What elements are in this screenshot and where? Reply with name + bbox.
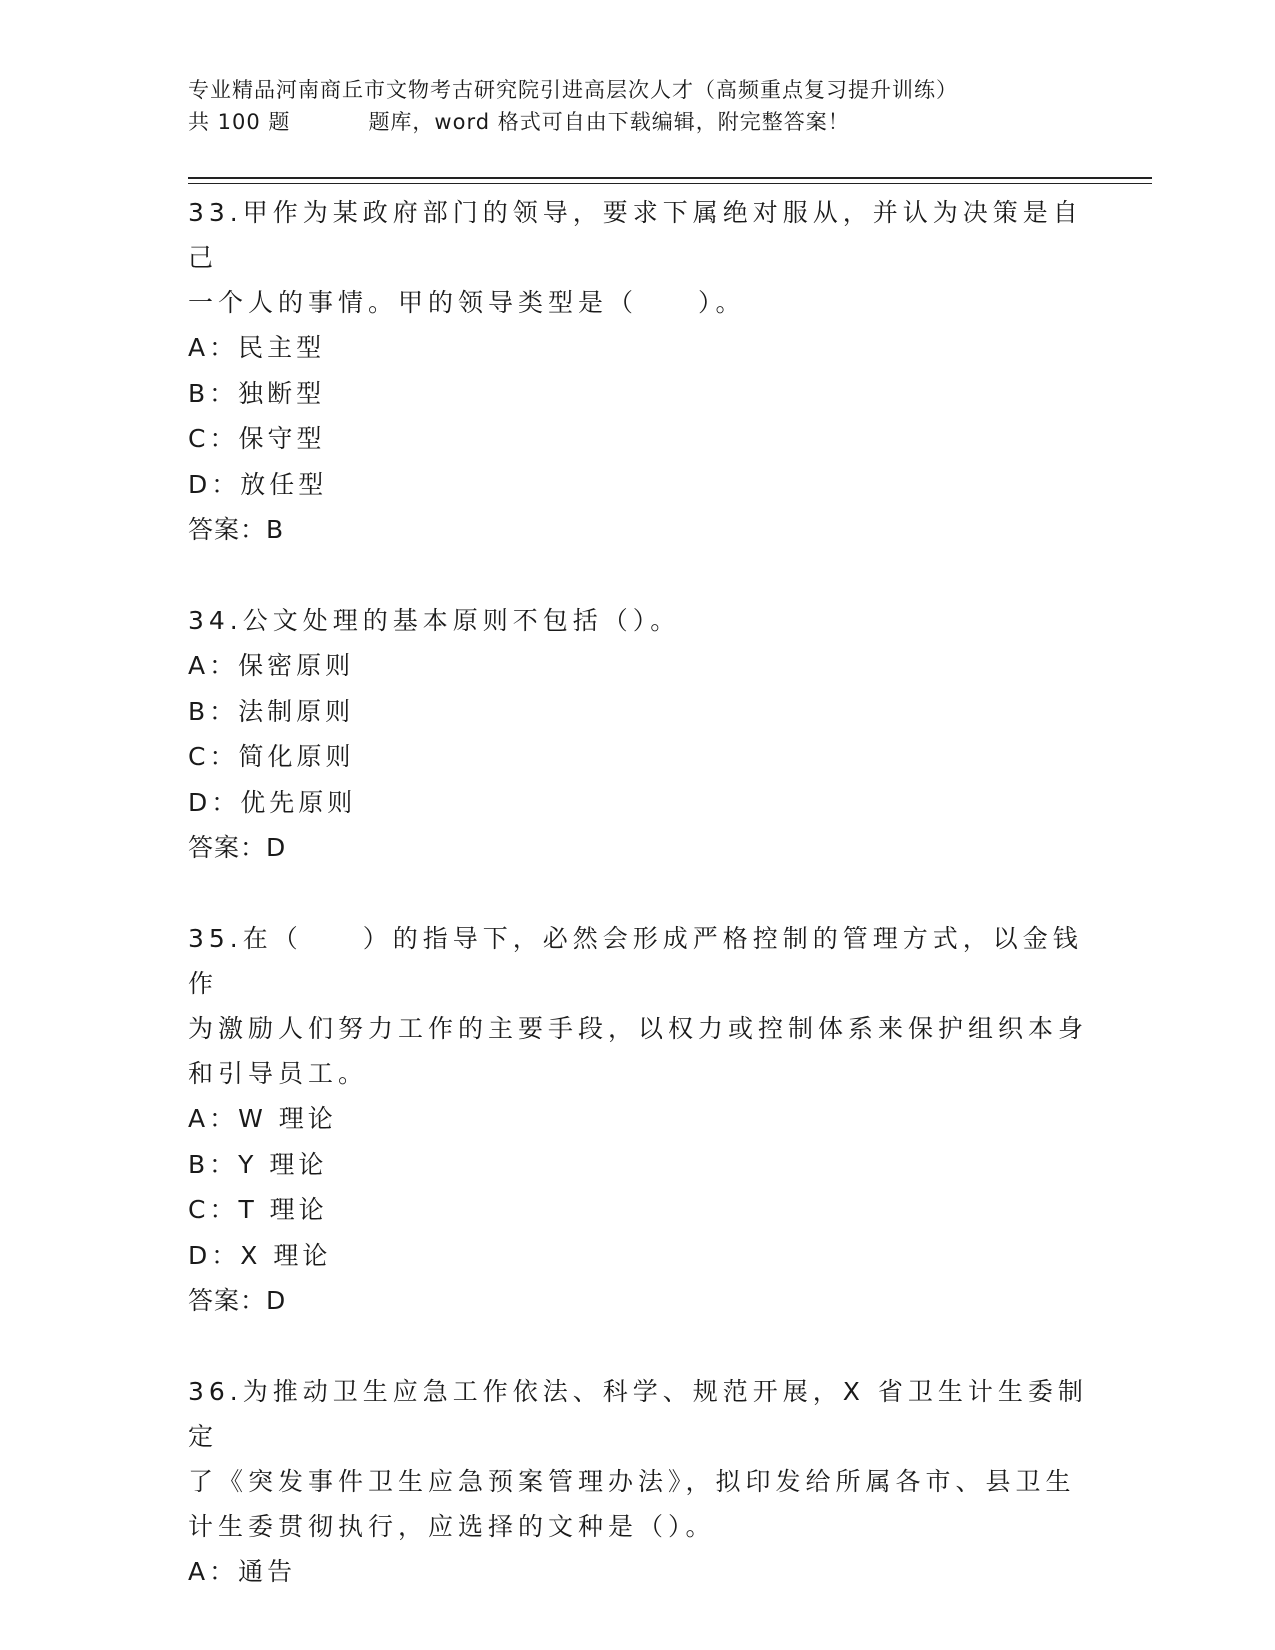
header-subtitle: [188, 106, 1088, 138]
question-34: [188, 598, 1088, 871]
question-stem-line: 35.在（ ）的指导下，必然会形成严格控制的管理方式，以金钱作: [188, 924, 1083, 998]
option-a: A：民主型: [188, 333, 326, 362]
question-list: [188, 190, 1088, 1595]
option-c: C：简化原则: [188, 742, 355, 771]
question-stem-line: 34.公文处理的基本原则不包括（）。: [188, 606, 681, 635]
answer-line: 答案：B: [188, 515, 285, 544]
question-stem-line: 一个人的事情。甲的领导类型是（ ）。: [188, 288, 746, 317]
option-a: A：保密原则: [188, 651, 355, 680]
header-title: 专业精品河南商丘市文物考古研究院引进高层次人才（高频重点复习提升训练）: [188, 78, 958, 102]
header-divider-thick: [188, 177, 1152, 179]
document-header: [188, 74, 1088, 138]
question-36: [188, 1369, 1088, 1595]
option-a: A：W 理论: [188, 1104, 337, 1133]
header-description: 题库，word 格式可自由下载编辑，附完整答案！: [368, 110, 850, 134]
question-33: [188, 190, 1088, 553]
question-stem-line: 33.甲作为某政府部门的领导，要求下属绝对服从，并认为决策是自己: [188, 198, 1083, 272]
header-divider-thin: [188, 183, 1152, 184]
option-b: B：法制原则: [188, 696, 355, 726]
question-stem-line: 和引导员工。: [188, 1059, 369, 1088]
option-b: B：Y 理论: [188, 1149, 328, 1179]
question-stem-line: 为激励人们努力工作的主要手段，以权力或控制体系来保护组织本身: [188, 1014, 1089, 1043]
header-question-count: 共 100 题: [188, 110, 291, 134]
option-a: A：通告: [188, 1557, 297, 1586]
option-c: C：保守型: [188, 424, 326, 453]
option-c: C：T 理论: [188, 1195, 328, 1224]
option-d: D：X 理论: [188, 1240, 332, 1270]
question-stem-line: 36.为推动卫生应急工作依法、科学、规范开展，X 省卫生计生委制定: [188, 1377, 1088, 1451]
question-stem-line: 计生委贯彻执行，应选择的文种是（）。: [188, 1512, 716, 1541]
option-d: D：优先原则: [188, 787, 357, 817]
question-35: [188, 916, 1088, 1324]
answer-line: 答案：D: [188, 1286, 287, 1315]
option-d: D：放任型: [188, 469, 328, 499]
answer-line: 答案：D: [188, 833, 287, 862]
option-b: B：独断型: [188, 378, 326, 408]
question-stem-line: 了《突发事件卫生应急预案管理办法》，拟印发给所属各市、县卫生: [188, 1467, 1076, 1496]
